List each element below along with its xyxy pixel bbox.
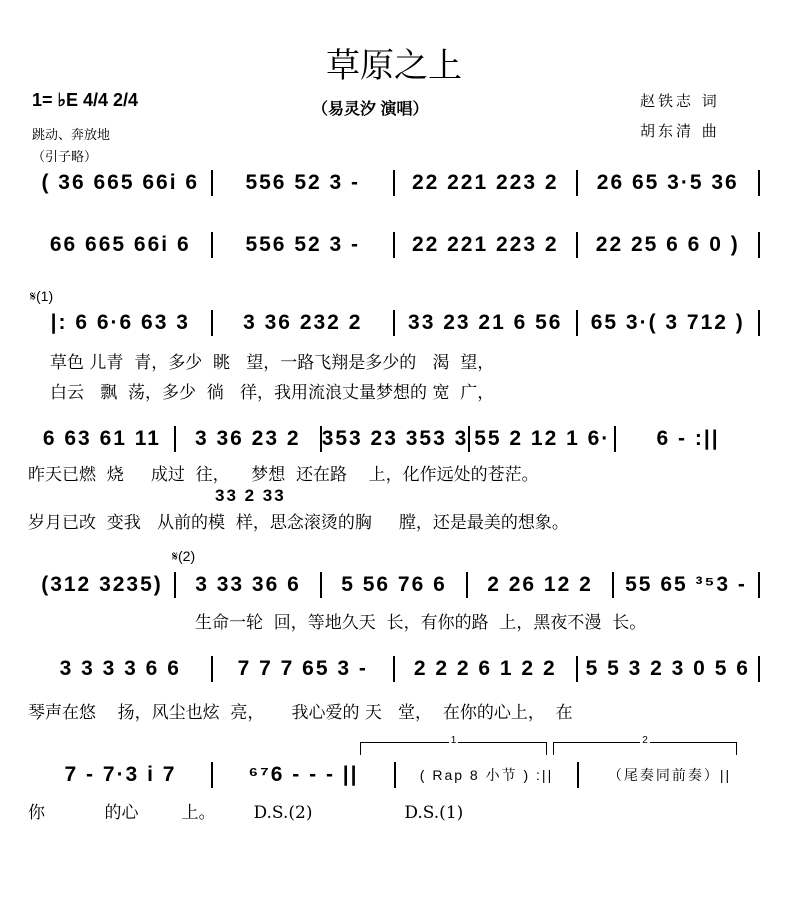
measure: 3 36 23 2 bbox=[194, 427, 301, 450]
measure: 3 36 232 2 bbox=[243, 311, 363, 334]
notation-row bbox=[30, 760, 760, 790]
lyrics-ending: 你 的心 上。 D.S.(2) D.S.(1) bbox=[28, 803, 464, 823]
measure: 556 52 3 - bbox=[245, 233, 361, 256]
notation-row bbox=[30, 308, 760, 338]
measure: 3 33 36 6 bbox=[195, 573, 301, 596]
alt-notes: 33 2 33 bbox=[215, 486, 286, 505]
measure: 556 52 3 - bbox=[245, 171, 361, 194]
measure: 66 665 66i 6 bbox=[49, 233, 191, 256]
measure: 33 23 21 6 56 bbox=[408, 311, 563, 334]
measure: 65 3·( 3 712 ) bbox=[590, 311, 745, 334]
measure: 55 2 12 1 6· bbox=[474, 427, 611, 450]
measure: （尾奏同前奏）|| bbox=[607, 767, 732, 783]
lyricist: 赵铁志 词 bbox=[640, 92, 720, 110]
tempo-marking: 跳动、奔放地 bbox=[32, 128, 111, 143]
measure: 6 63 61 11 bbox=[42, 427, 161, 450]
measure: 3 3 3 3 6 6 bbox=[59, 657, 181, 680]
notation-row bbox=[30, 230, 760, 260]
measure: 55 65 ³⁵3 - bbox=[625, 573, 747, 596]
notation-row bbox=[30, 654, 760, 684]
measure: (312 3235) bbox=[41, 573, 163, 596]
measure: ⁶⁷6 - - - || bbox=[248, 763, 359, 786]
measure: 22 25 6 6 0 ) bbox=[595, 233, 740, 256]
measure: 7 - 7·3 i 7 bbox=[64, 763, 177, 786]
key-signature: 1= ♭E 4/4 2/4 bbox=[32, 90, 139, 110]
lyrics-chorus1: 生命一轮 回，等地久天 长，有你的路 上，黑夜不漫 长。 bbox=[195, 613, 647, 633]
measure: 22 221 223 2 bbox=[411, 171, 559, 194]
lyrics-verse1a: 草色 儿青 青，多少 眺 望，一路飞翔是多少的 渴 望， bbox=[50, 353, 495, 373]
measure: ( Rap 8 小节 ) :|| bbox=[419, 767, 554, 783]
bar-line bbox=[758, 572, 760, 598]
lyrics-verse2a: 昨天已燃 烧 成过 往， 梦想 还在路 上，化作远处的苍茫。 bbox=[28, 465, 539, 485]
lyrics-verse1b: 白云 飘 荡，多少 徜 徉，我用流浪丈量梦想的 宽 广， bbox=[50, 383, 495, 403]
bar-line bbox=[758, 170, 760, 196]
measure: 6 - :|| bbox=[656, 427, 720, 450]
segno-2: 𝄋(2) bbox=[172, 548, 196, 564]
measure: 2 26 12 2 bbox=[487, 573, 593, 596]
volta-bracket-2: 2 bbox=[553, 742, 737, 755]
measure: 7 7 7 65 3 - bbox=[237, 657, 368, 680]
measure: 353 23 353 3 bbox=[321, 427, 469, 450]
song-title: 草原之上 bbox=[326, 46, 462, 86]
notation-row bbox=[30, 168, 760, 198]
intro-note: （引子略） bbox=[32, 150, 98, 165]
measure: 22 221 223 2 bbox=[411, 233, 559, 256]
lyrics-verse2b: 岁月已改 变我 从前的模 样，思念滚烫的胸 膛，还是最美的想象。 bbox=[28, 513, 569, 533]
measure: 26 65 3·5 36 bbox=[596, 171, 739, 194]
notation-row bbox=[30, 570, 760, 600]
notation-row bbox=[30, 424, 760, 454]
measure: ( 36 665 66i 6 bbox=[41, 171, 200, 194]
measure: 2 2 2 6 1 2 2 bbox=[413, 657, 557, 680]
volta-bracket-1: 1 bbox=[360, 742, 547, 755]
bar-line bbox=[758, 310, 760, 336]
lyrics-chorus2: 琴声在悠 扬，风尘也炫 亮， 我心爱的 天 堂， 在你的心上， 在 bbox=[28, 703, 573, 723]
measure: 5 5 3 2 3 0 5 6 bbox=[585, 657, 750, 680]
measure: 5 56 76 6 bbox=[341, 573, 447, 596]
bar-line bbox=[758, 232, 760, 258]
bar-line bbox=[758, 656, 760, 682]
measure: |: 6 6·6 63 3 bbox=[50, 311, 190, 334]
segno-1: 𝄋(1) bbox=[30, 288, 54, 304]
composer: 胡东清 曲 bbox=[640, 122, 720, 140]
singer: （易灵汐 演唱） bbox=[312, 101, 429, 118]
